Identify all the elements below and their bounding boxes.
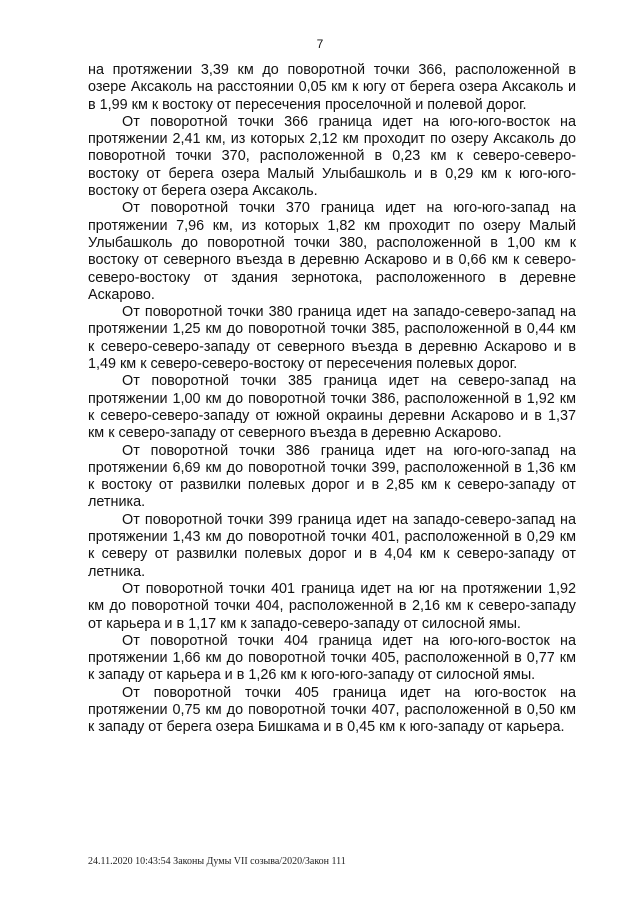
paragraph-point-405: От поворотной точки 405 граница идет на юго-восток на протяжении 0,75 км до поворотной точки 407, расположенной в 0,50 км к западу от берега озера Бишкама и в 0,45 км к юго-западу от карьера. — [88, 684, 576, 736]
paragraph-continuation: на протяжении 3,39 км до поворотной точки 366, расположенной в озере Аксаколь на расстоянии 0,05 км к югу от берега озера Аксаколь и в 1,99 км к востоку от пересечения проселочной и полевой дорог. — [88, 62, 576, 113]
paragraph-point-386: От поворотной точки 386 граница идет на юго-юго-запад на протяжении 6,69 км до поворотной точки 399, расположенной в 1,36 км к востоку от развилки полевых дорог и в 2,85 км к северо-западу от летника. — [88, 442, 576, 511]
document-footer: 24.11.2020 10:43:54 Законы Думы VII созыва/2020/Закон 111 — [88, 856, 346, 867]
paragraph-point-370: От поворотной точки 370 граница идет на юго-юго-запад на протяжении 7,96 км, из которых 1,82 км проходит по озеру Малый Улыбашколь до поворотной точки 380, расположенной в 1,00 км к востоку от северного въезда в деревню Аскарово и в 0,66 км к северо-северо-востоку от здания зернотока, расположенного в деревне Аскарово. — [88, 200, 576, 303]
paragraph-point-401: От поворотной точки 401 граница идет на юг на протяжении 1,92 км до поворотной точки 404, расположенной в 2,16 км к северо-западу от карьера и в 1,17 км к западо-северо-западу от силосной ямы. — [88, 580, 576, 632]
page-number: 7 — [316, 37, 324, 51]
paragraph-point-399: От поворотной точки 399 граница идет на западо-северо-запад на протяжении 1,43 км до поворотной точки 401, расположенной в 0,29 км к северу от развилки полевых дорог и в 4,04 км к северо-западу от летника. — [88, 511, 576, 580]
paragraph-point-366: От поворотной точки 366 граница идет на юго-юго-восток на протяжении 2,41 км, из которых 2,12 км проходит по озеру Аксаколь до поворотной точки 370, расположенной в 0,23 км к северо-северо-востоку от берега озера Малый Улыбашколь и в 0,29 км к юго-юго-востоку от берега озера Аксаколь. — [88, 113, 576, 200]
document-body — [88, 62, 576, 737]
paragraph-point-380: От поворотной точки 380 граница идет на западо-северо-запад на протяжении 1,25 км до поворотной точки 385, расположенной в 0,44 км к северо-северо-западу от северного въезда в деревню Аскарово и в 1,49 км к северо-северо-востоку от пересечения полевых дорог. — [88, 304, 576, 373]
paragraph-point-385: От поворотной точки 385 граница идет на северо-запад на протяжении 1,00 км до поворотной точки 386, расположенной в 1,92 км к северо-северо-западу от южной окраины деревни Аскарово и в 1,37 км к северо-западу от северного въезда в деревню Аскарово. — [88, 373, 576, 442]
paragraph-point-404: От поворотной точки 404 граница идет на юго-юго-восток на протяжении 1,66 км до поворотной точки 405, расположенной в 0,77 км к западу от карьера и в 1,26 км к юго-юго-западу от силосной ямы. — [88, 632, 576, 684]
